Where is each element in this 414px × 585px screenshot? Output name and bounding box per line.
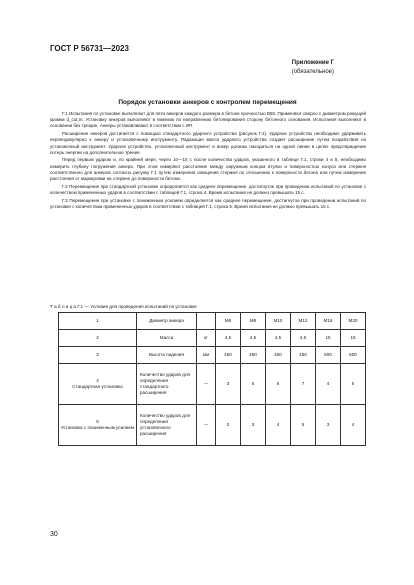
cell-value: 5 (291, 405, 316, 446)
row-number: 4 (96, 378, 99, 383)
cell-value: 6 (266, 364, 291, 405)
row-unit: — (197, 364, 216, 405)
cell-value: 4,5 (241, 330, 266, 347)
cell-value: 7 (291, 364, 316, 405)
cell-value: 15 (316, 330, 341, 347)
cell-value: 5 (341, 364, 366, 405)
body-text (50, 111, 366, 212)
cell-value: 4 (266, 405, 291, 446)
paragraph-g1: Г.1 Испытания по установке выполняют для пяти анкеров каждого размера в бетоне прочностью В60. Применяют сверло с диаметром режущей кромки d_cut,m. Установку анкеров выполняют в нижнюю по направлению бетонирования сторону бетонного основания. Испытания выполняют в основании без трещин. Анкеры устанавливают в соответствии с ИП. (50, 111, 366, 129)
cell-value: 5 (241, 364, 266, 405)
row-number: 3 (59, 347, 137, 364)
row-parameter: Установка с пониженным усилием (60, 425, 135, 430)
paragraph-g2: Г.2 Перемещение при стандартной установке определяется как среднее перемещение, достигнутое при проведении испытаний по установке с количеством примененных ударов в соответствии с таблицей Г.1, строка 4. Время испытания не должно превышать 15 с. (50, 183, 366, 195)
cell-value: M12 (291, 313, 316, 330)
table-row (59, 405, 366, 446)
row-unit: — (197, 405, 216, 446)
row-label-reduced (59, 405, 137, 446)
appendix-status: (обязательное) (291, 69, 334, 75)
paragraph-g1-measurement: Перед первым ударом и, по крайней мере, через 10—15 с после количества ударов, указанного в таблице Г.1, строки 4 и 5, необходимо измерить глубину погружения анкера. При этом измеряют расстояние между наружным концом втулки и поверхностью конуса или стержня соответственно для анкеров согласно рисунку Г.1 путем измерения смещения стержня по отношению к поверхности бетона или путем измерения расстояния от маркировки на стержне до поверхности бетона. (50, 157, 366, 182)
cell-value: 450 (266, 347, 291, 364)
cell-value: M16 (316, 313, 341, 330)
row-description: Количество ударов для определения стандартного расширения (137, 364, 197, 405)
cell-value: 450 (291, 347, 316, 364)
row-number: 2 (59, 330, 137, 347)
row-unit: мм (197, 347, 216, 364)
cell-value: 4,5 (266, 330, 291, 347)
row-description: Количество ударов для определения установочного расширения (137, 405, 197, 446)
cell-value: 4 (316, 364, 341, 405)
row-parameter: Стандартная установка (72, 384, 123, 389)
cell-value: 4,5 (216, 330, 241, 347)
page-number: 30 (50, 531, 58, 538)
cell-value: M20 (341, 313, 366, 330)
cell-value: 4,5 (291, 330, 316, 347)
cell-value: 600 (316, 347, 341, 364)
cell-value: M10 (266, 313, 291, 330)
cell-value: 2 (216, 405, 241, 446)
row-unit: кг (197, 330, 216, 347)
cell-value: 450 (216, 347, 241, 364)
row-parameter: Высота падения (137, 347, 197, 364)
cell-value: 3 (216, 364, 241, 405)
row-parameter: Диаметр анкера (137, 313, 197, 330)
paragraph-g1-expansion: Расширение анкеров достигается с помощью стандартного ударного устройства (рисунок Г.2). Ударное устройство необходимо удерживать перпендикулярно к анкеру и установочному инструменту. Падающая масса ударного устройства создает расширение путем воздействия на установочный инструмент. Ударное устройство, установочный инструмент и анкер должны находиться на одной линии в целях предотвращения потерь энергии на дополнительное трение. (50, 131, 366, 155)
cell-value: 450 (241, 347, 266, 364)
appendix-heading (174, 59, 334, 77)
table-row (59, 313, 366, 330)
row-number: 5 (96, 419, 99, 424)
paragraph-g3: Г.3 Перемещение при установке с пониженным усилием определяется как среднее перемещение, достигнутое при проведении испытаний по установке с количеством примененных ударов в соответствии с таблицей Г.1, строка 5. Время испытания не должно превышать 15 с. (50, 197, 366, 209)
table-row (59, 330, 366, 347)
table-row (59, 364, 366, 405)
appendix-title: Приложение Г (291, 60, 334, 66)
cell-value: 600 (341, 347, 366, 364)
section-title: Порядок установки анкеров с контролем перемещения (118, 99, 297, 106)
table-caption: Т а б л и ц а Г.1 — Условия для проведения испытаний по установке (50, 304, 197, 309)
cell-value: 4 (341, 405, 366, 446)
cell-value: 3 (241, 405, 266, 446)
cell-value: M8 (241, 313, 266, 330)
cell-value: 3 (316, 405, 341, 446)
row-label-standard (59, 364, 137, 405)
cell-value: M6 (216, 313, 241, 330)
installation-conditions-table (58, 312, 366, 446)
cell-value: 15 (341, 330, 366, 347)
table-row (59, 347, 366, 364)
row-unit (197, 313, 216, 330)
row-parameter: Масса (137, 330, 197, 347)
row-number: 1 (59, 313, 137, 330)
standard-header: ГОСТ Р 56731—2023 (50, 44, 129, 53)
